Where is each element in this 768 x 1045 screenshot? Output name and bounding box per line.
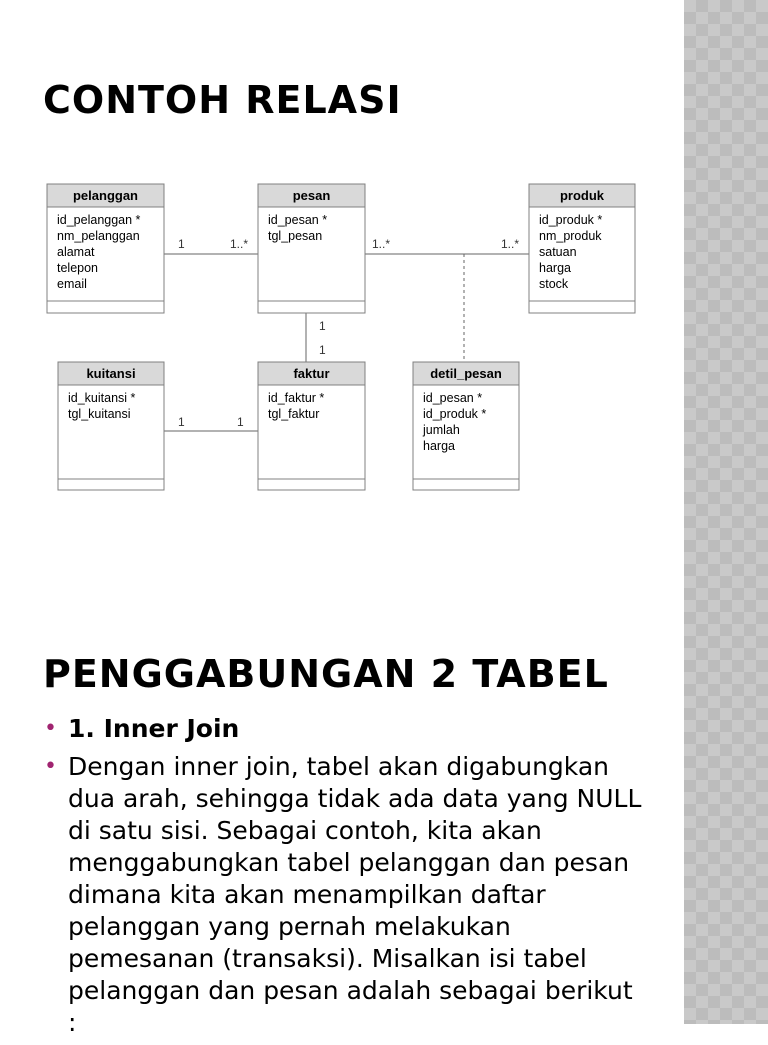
- attribute: tgl_pesan: [268, 229, 323, 243]
- entity-name: pesan: [292, 188, 331, 203]
- attribute: telepon: [57, 261, 99, 275]
- card-pesan-produk-from: 1..*: [372, 237, 391, 251]
- attribute: harga: [423, 439, 455, 453]
- attribute: jumlah: [423, 423, 460, 437]
- attribute: email: [57, 277, 87, 291]
- card-pelanggan-pesan-to: 1..*: [230, 237, 249, 251]
- entity-pesan: [258, 184, 365, 313]
- entity-kuitansi: [58, 362, 164, 490]
- bullet-list: [43, 713, 643, 1045]
- bullet-item-inner-join: [43, 713, 643, 745]
- card-pesan-produk-to: 1..*: [501, 237, 520, 251]
- entity-name: detil_pesan: [430, 366, 502, 381]
- bullet-text: Dengan inner join, tabel akan digabungkan dua arah, sehingga tidak ada data yang NULL di satu sisi. Sebagai contoh, kita akan menggabungkan tabel pelanggan dan pesan dimana kita akan menampilkan daftar pelanggan yang pernah melakukan pemesanan (transaksi). Misalkan isi tabel pelanggan dan pesan adalah sebagai berikut :: [68, 752, 642, 1037]
- attribute: alamat: [57, 245, 95, 259]
- attribute: harga: [539, 261, 571, 275]
- card-pesan-faktur-from: 1: [319, 319, 326, 333]
- slide-title-contoh-relasi: CONTOH RELASI: [43, 78, 402, 122]
- erd-diagram: [0, 0, 684, 520]
- decorative-sidebar: [684, 0, 768, 1024]
- entity-pelanggan: [47, 184, 164, 313]
- attribute: tgl_kuitansi: [68, 407, 131, 421]
- attribute: nm_produk: [539, 229, 602, 243]
- attribute: nm_pelanggan: [57, 229, 140, 243]
- entity-name: faktur: [293, 366, 330, 381]
- attribute: id_produk *: [423, 407, 487, 421]
- entity-name: produk: [559, 188, 605, 203]
- attribute: id_produk *: [539, 213, 603, 227]
- card-pelanggan-pesan-from: 1: [178, 237, 185, 251]
- attribute: stock: [539, 277, 569, 291]
- slide-title-penggabungan: PENGGABUNGAN 2 TABEL: [43, 652, 609, 696]
- entity-produk: [529, 184, 635, 313]
- entity-faktur: [258, 362, 365, 490]
- entity-detil-pesan: [413, 362, 519, 490]
- card-pesan-faktur-to: 1: [319, 343, 326, 357]
- bullet-dot-icon: •: [44, 754, 57, 779]
- attribute: id_pesan *: [268, 213, 328, 227]
- card-kuitansi-faktur-to: 1: [237, 415, 244, 429]
- attribute: satuan: [539, 245, 577, 259]
- bullet-text: 1. Inner Join: [68, 714, 240, 743]
- attribute: id_pesan *: [423, 391, 483, 405]
- entity-name: pelanggan: [72, 188, 139, 203]
- attribute: id_faktur *: [268, 391, 325, 405]
- card-kuitansi-faktur-from: 1: [178, 415, 185, 429]
- attribute: tgl_faktur: [268, 407, 320, 421]
- attribute: id_pelanggan *: [57, 213, 141, 227]
- bullet-dot-icon: •: [44, 716, 57, 741]
- bullet-item-description: [43, 751, 643, 1039]
- attribute: id_kuitansi *: [68, 391, 136, 405]
- entity-name: kuitansi: [86, 366, 136, 381]
